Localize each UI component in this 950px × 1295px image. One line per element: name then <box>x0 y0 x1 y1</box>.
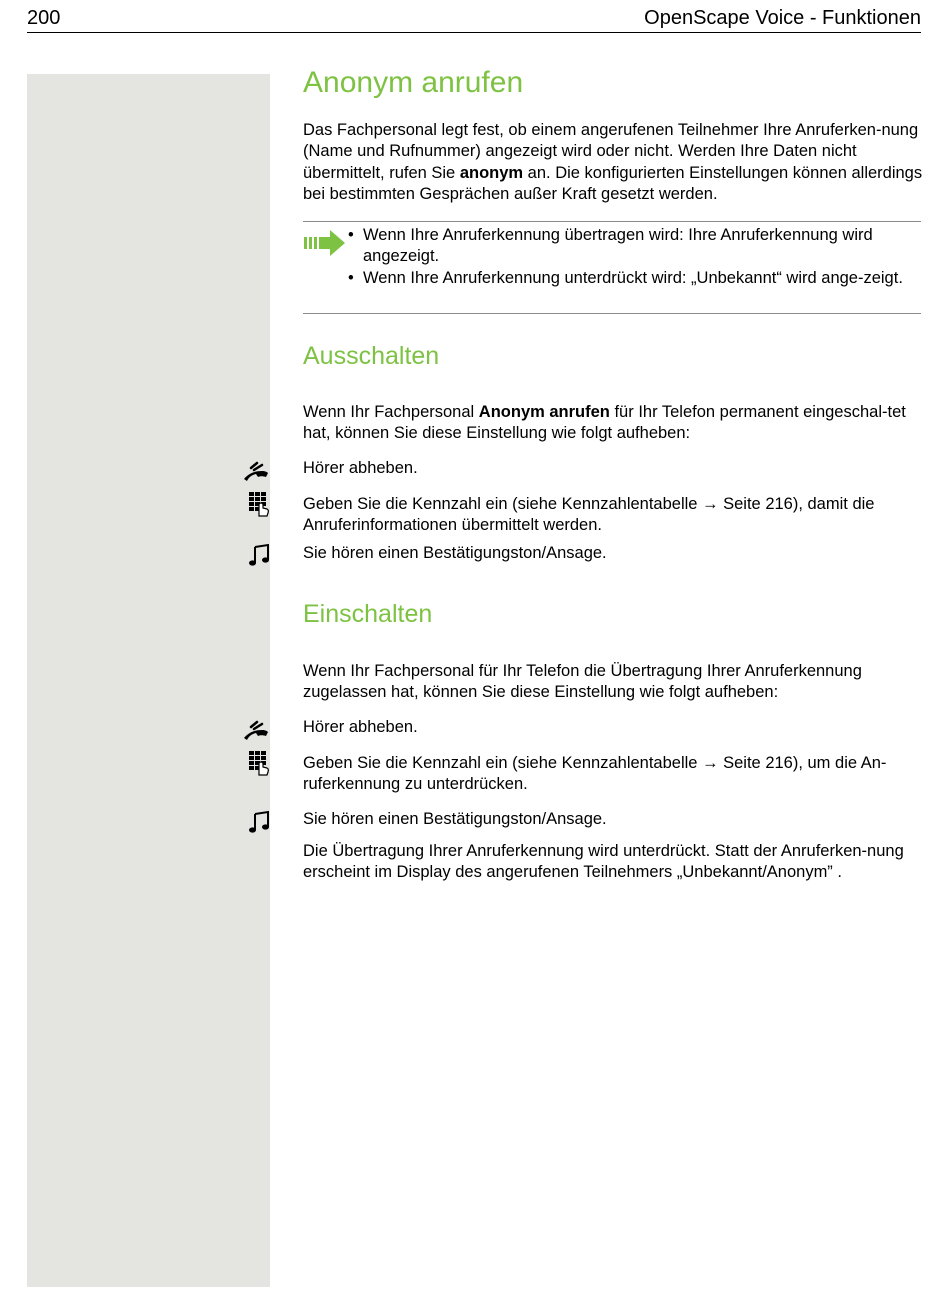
running-title: OpenScape Voice - Funktionen <box>644 7 921 29</box>
note-top-rule <box>303 221 921 222</box>
music-note-icon <box>248 543 270 567</box>
arrow-right-icon <box>304 229 346 257</box>
note-bullet: • Wenn Ihre Anruferkennung unterdrückt wird: „Unbekannt“ wird ange-zeigt. <box>348 268 903 287</box>
ausschalten-step-3: Sie hören einen Bestätigungston/Ansage. <box>303 544 607 562</box>
note-bullet: • Wenn Ihre Anruferkennung übertragen wird: Ihre Anruferkennung wird angezeigt. <box>348 226 873 266</box>
ausschalten-title: Ausschalten <box>303 342 440 370</box>
section-intro: Das Fachpersonal legt fest, ob einem angerufenen Teilnehmer Ihre Anruferken-nung (Name und Rufnummer) angezeigt wird oder nicht. Werden Ihre Daten nicht übermittelt, rufen Sie anonym an. Die konfigurierten Einstellungen können allerdings bei bestimmten Gesprächen außer Kraft gesetzt werden. <box>303 121 923 203</box>
handset-lift-icon <box>242 719 270 741</box>
einschalten-step-3: Sie hören einen Bestätigungston/Ansage. <box>303 810 607 828</box>
handset-lift-icon <box>242 460 270 482</box>
einschalten-intro: Wenn Ihr Fachpersonal für Ihr Telefon die Übertragung Ihrer Anruferkennung zugelassen hat, können Sie diese Einstellung wie folgt aufheben: <box>303 662 862 702</box>
margin-sidebar <box>27 74 270 1287</box>
ausschalten-step-2: Geben Sie die Kennzahl ein (siehe Kennzahlentabelle → Seite 216), damit die Anruferinformationen übermittelt werden. <box>303 495 875 535</box>
section-title: Anonym anrufen <box>303 66 524 99</box>
page-header <box>27 5 921 33</box>
page-number: 200 <box>27 7 61 29</box>
note-list <box>348 225 918 289</box>
keypad-icon <box>248 491 270 517</box>
keypad-icon <box>248 750 270 776</box>
einschalten-result: Die Übertragung Ihrer Anruferkennung wird unterdrückt. Statt der Anruferken-nung erscheint im Display des angerufenen Teilnehmers „Unbekannt/Anonym” . <box>303 842 904 882</box>
note-bottom-rule <box>303 313 921 314</box>
einschalten-title: Einschalten <box>303 600 433 628</box>
einschalten-step-1: Hörer abheben. <box>303 718 418 736</box>
ausschalten-intro: Wenn Ihr Fachpersonal Anonym anrufen für Ihr Telefon permanent eingeschal-tet hat, können Sie diese Einstellung wie folgt aufheben: <box>303 403 906 443</box>
ausschalten-step-1: Hörer abheben. <box>303 459 418 477</box>
einschalten-step-2: Geben Sie die Kennzahl ein (siehe Kennzahlentabelle → Seite 216), um die An-ruferkennung zu unterdrücken. <box>303 754 887 794</box>
music-note-icon <box>248 810 270 834</box>
